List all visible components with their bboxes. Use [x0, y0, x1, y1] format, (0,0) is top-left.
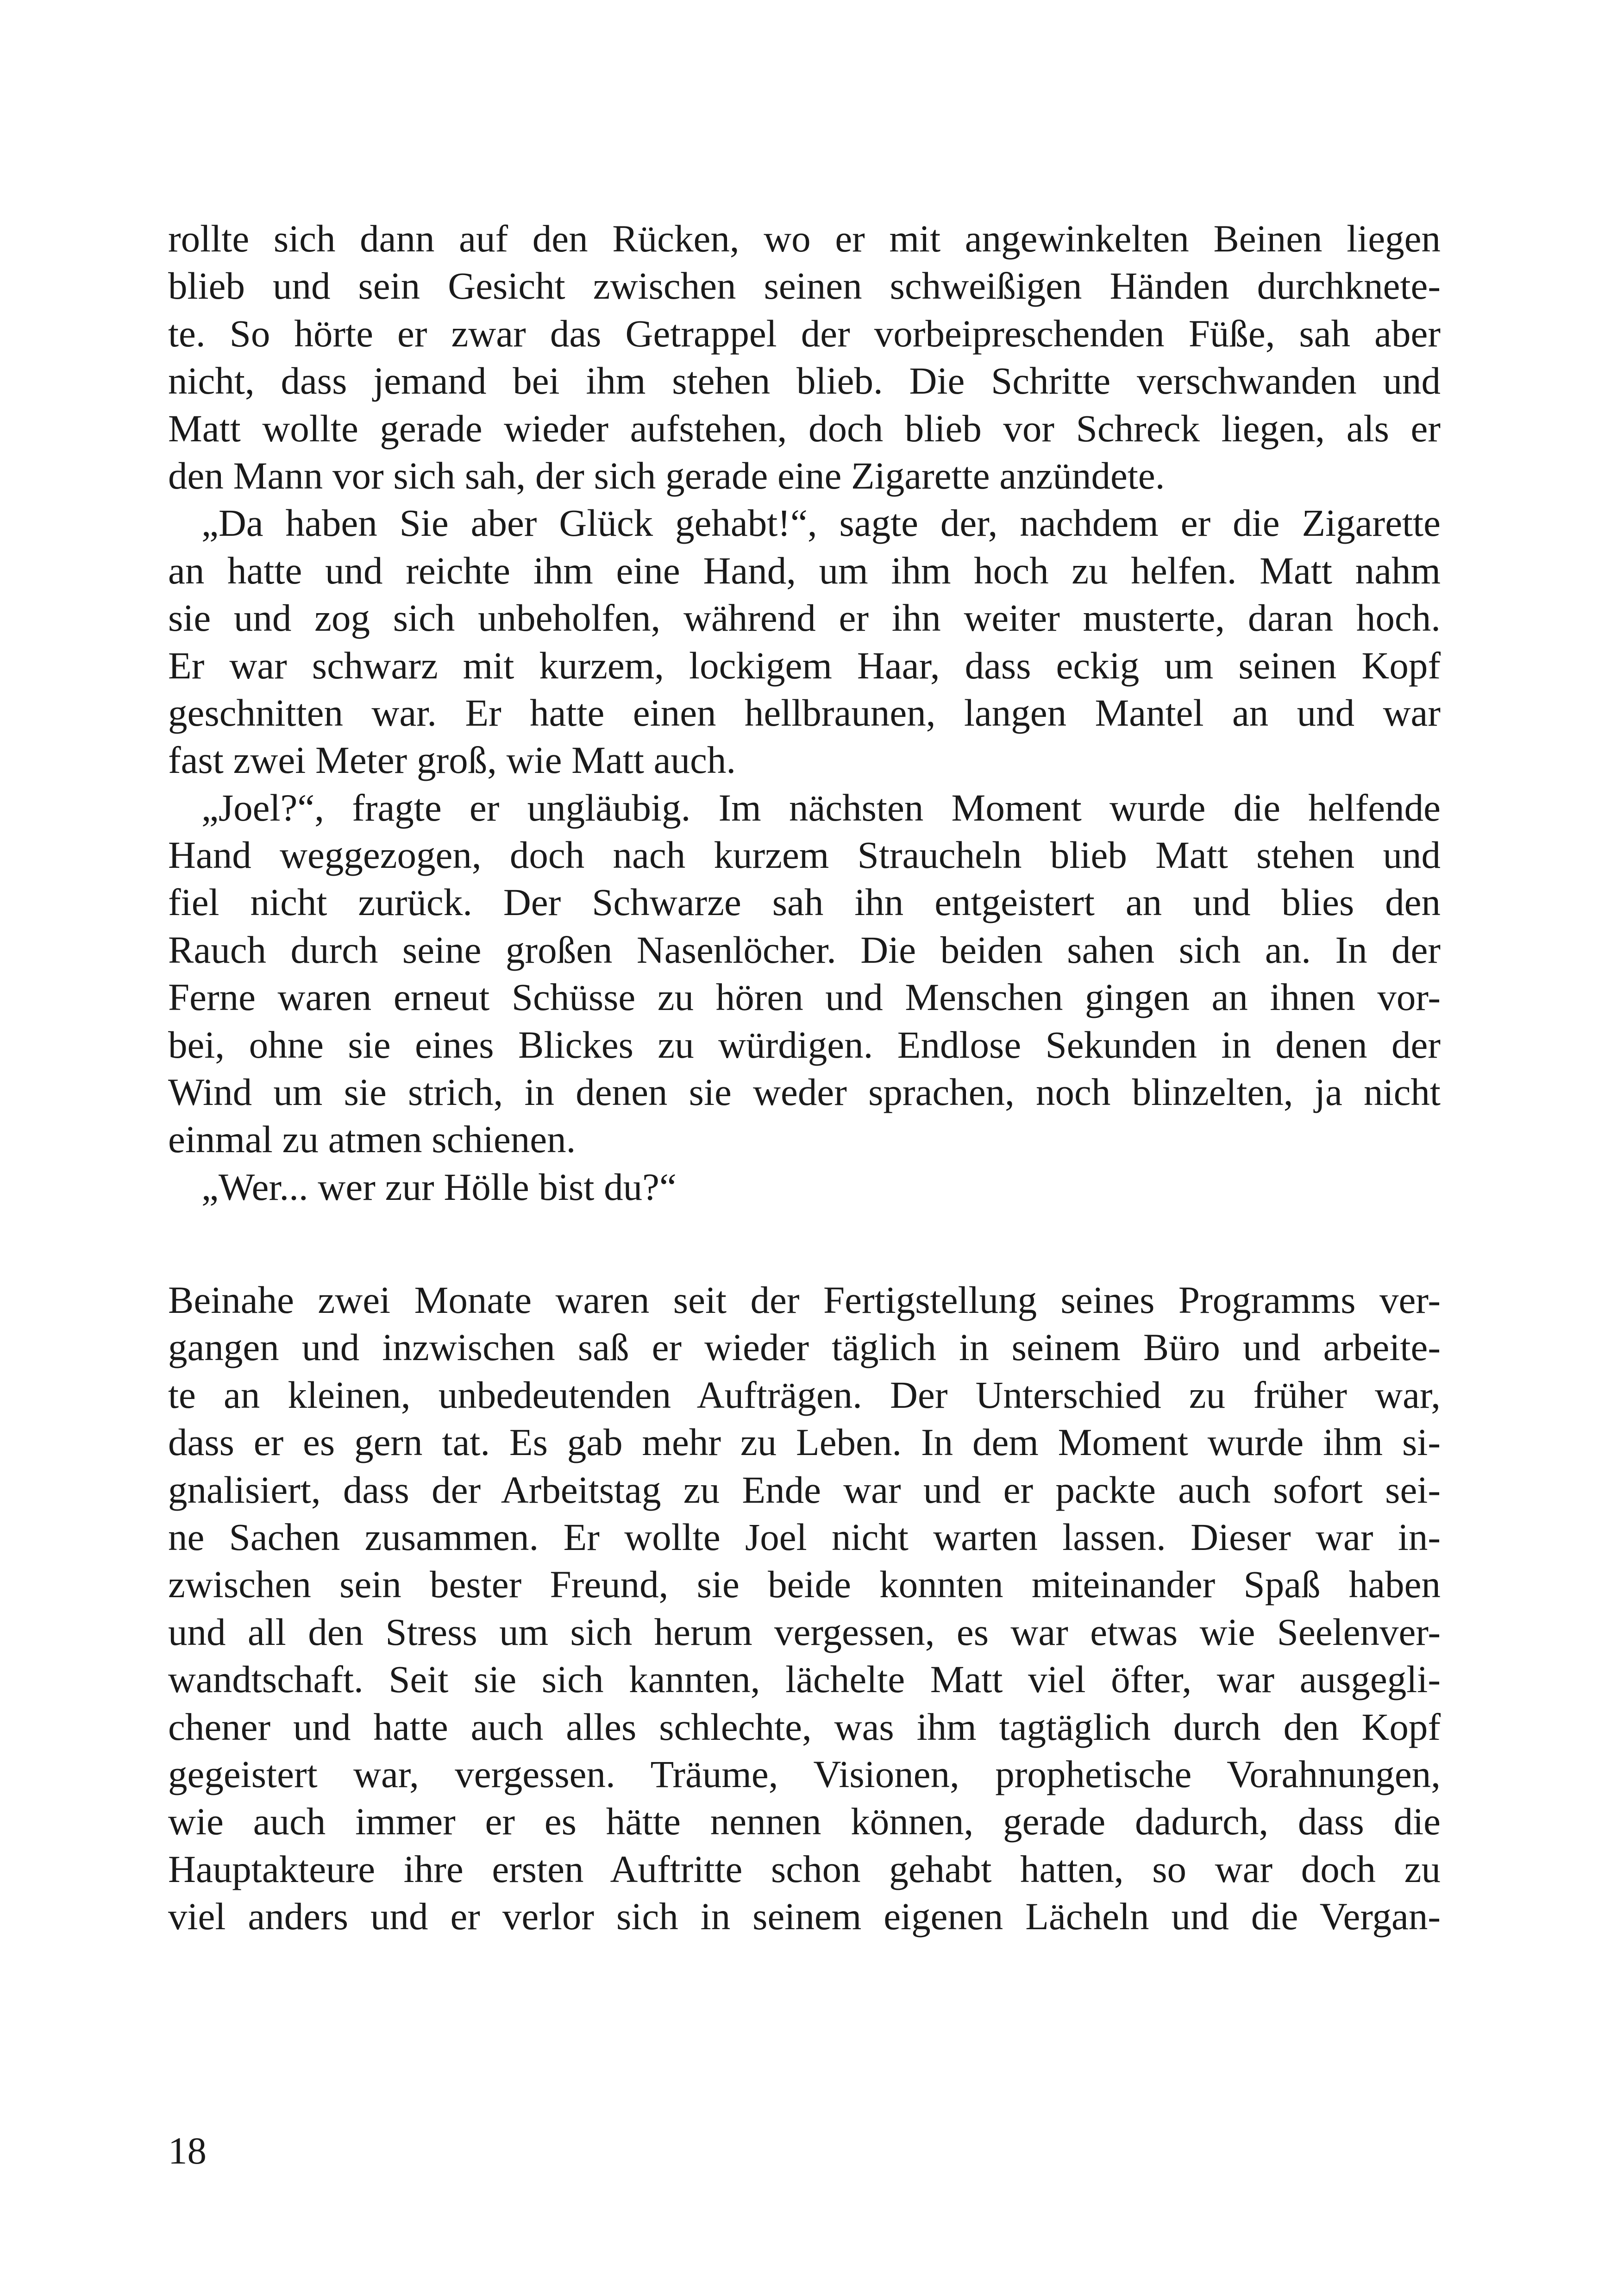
text-line: wie auch immer er es hätte nennen können, gerade dadurch, dass die	[168, 1800, 1441, 1843]
text-line: geschnitten war. Er hatte einen hellbraunen, langen Mantel an und war	[168, 691, 1441, 734]
text-line: blieb und sein Gesicht zwischen seinen schweißigen Händen durchknete-	[168, 264, 1441, 307]
text-line: gangen und inzwischen saß er wieder täglich in seinem Büro und arbeite-	[168, 1326, 1441, 1369]
text-line: gnalisiert, dass der Arbeitstag zu Ende war und er packte auch sofort sei-	[168, 1468, 1441, 1511]
text-line: viel anders und er verlor sich in seinem eigenen Lächeln und die Vergan-	[168, 1895, 1441, 1938]
text-line: ne Sachen zusammen. Er wollte Joel nicht warten lassen. Dieser war in-	[168, 1515, 1441, 1558]
text-line: wandtschaft. Seit sie sich kannten, lächelte Matt viel öfter, war ausgegli-	[168, 1658, 1441, 1701]
text-line: Wind um sie strich, in denen sie weder sprachen, noch blinzelten, ja nicht	[168, 1071, 1441, 1114]
text-line: Beinahe zwei Monate waren seit der Fertigstellung seines Programms ver-	[168, 1279, 1441, 1321]
text-line: Hand weggezogen, doch nach kurzem Straucheln blieb Matt stehen und	[168, 834, 1441, 877]
text-line: te an kleinen, unbedeutenden Aufträgen. Der Unterschied zu früher war,	[168, 1373, 1441, 1416]
text-line: „Joel?“, fragte er ungläubig. Im nächsten Moment wurde die helfende	[201, 786, 1441, 829]
text-line: Matt wollte gerade wieder aufstehen, doch blieb vor Schreck liegen, als er	[168, 407, 1441, 450]
text-line: „Wer... wer zur Hölle bist du?“	[201, 1165, 677, 1208]
text-line: Ferne waren erneut Schüsse zu hören und Menschen gingen an ihnen vor-	[168, 976, 1441, 1019]
text-block-2	[168, 1276, 1441, 1940]
text-line: chener und hatte auch alles schlechte, was ihm tagtäglich durch den Kopf	[168, 1705, 1441, 1748]
text-line: rollte sich dann auf den Rücken, wo er mit angewinkelten Beinen liegen	[168, 217, 1441, 260]
text-line: bei, ohne sie eines Blickes zu würdigen. Endlose Sekunden in denen der	[168, 1023, 1441, 1066]
text-line: sie und zog sich unbeholfen, während er ihn weiter musterte, daran hoch.	[168, 596, 1441, 640]
text-block-1	[168, 215, 1441, 1211]
text-line: Rauch durch seine großen Nasenlöcher. Die beiden sahen sich an. In der	[168, 928, 1441, 971]
text-line: gegeistert war, vergessen. Träume, Visionen, prophetische Vorahnungen,	[168, 1752, 1441, 1795]
text-line: zwischen sein bester Freund, sie beide konnten miteinander Spaß haben	[168, 1563, 1441, 1606]
text-line: „Da haben Sie aber Glück gehabt!“, sagte der, nachdem er die Zigarette	[201, 502, 1441, 545]
text-line: fiel nicht zurück. Der Schwarze sah ihn entgeistert an und blies den	[168, 881, 1441, 924]
text-line: Hauptakteure ihre ersten Auftritte schon gehabt hatten, so war doch zu	[168, 1847, 1441, 1890]
text-line: te. So hörte er zwar das Getrappel der vorbeipreschenden Füße, sah aber	[168, 312, 1441, 355]
text-line: an hatte und reichte ihm eine Hand, um ihm hoch zu helfen. Matt nahm	[168, 549, 1441, 592]
text-line: fast zwei Meter groß, wie Matt auch.	[168, 739, 736, 782]
page-number: 18	[168, 2129, 207, 2172]
text-line: dass er es gern tat. Es gab mehr zu Leben. In dem Moment wurde ihm si-	[168, 1421, 1441, 1464]
text-line: Er war schwarz mit kurzem, lockigem Haar, dass eckig um seinen Kopf	[168, 644, 1441, 687]
text-line: nicht, dass jemand bei ihm stehen blieb. Die Schritte verschwanden und	[168, 359, 1441, 402]
text-line: den Mann vor sich sah, der sich gerade eine Zigarette anzündete.	[168, 454, 1165, 497]
text-line: einmal zu atmen schienen.	[168, 1118, 576, 1161]
text-line: und all den Stress um sich herum vergessen, es war etwas wie Seelenver-	[168, 1610, 1441, 1653]
